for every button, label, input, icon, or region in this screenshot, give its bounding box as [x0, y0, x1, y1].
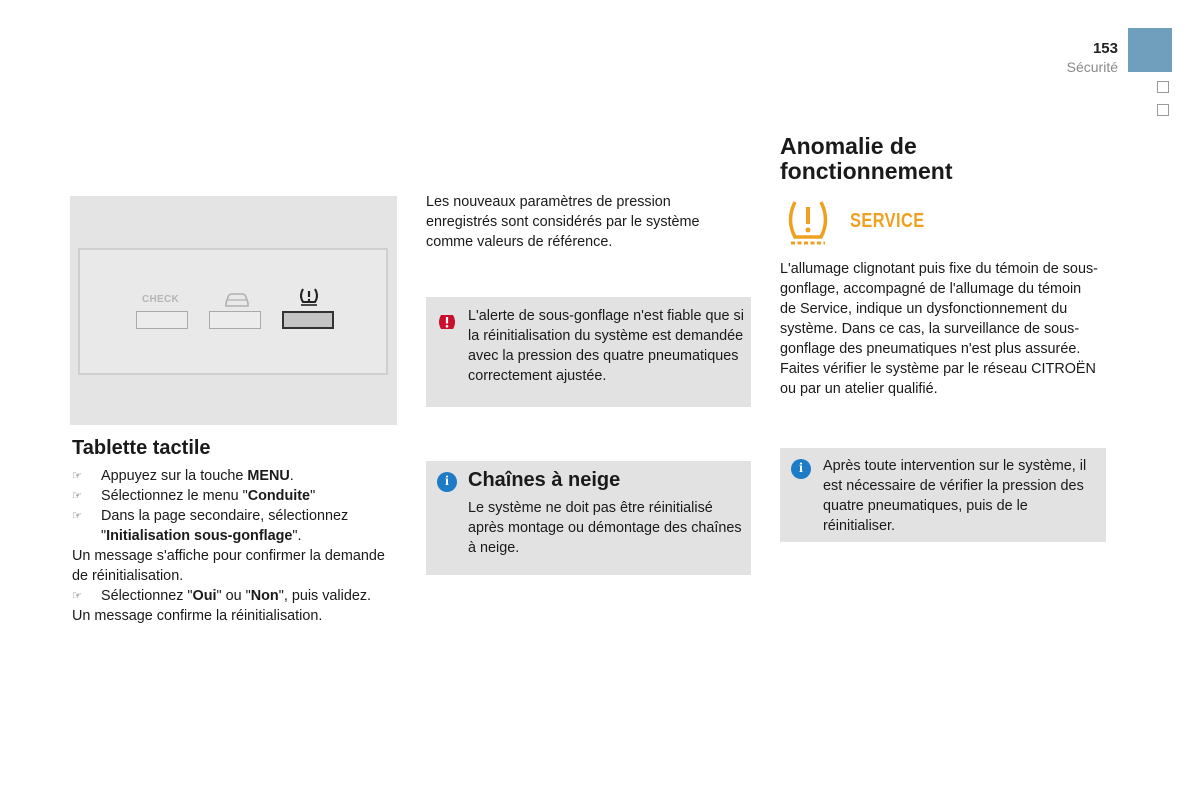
- tpms-warning-icon: [783, 198, 833, 246]
- bullet-icon: ☞: [72, 470, 82, 482]
- service-warning-label: SERVICE: [850, 210, 925, 232]
- tpms-icon: [297, 286, 321, 308]
- steps-list: [72, 466, 398, 546]
- info-icon: i: [437, 472, 457, 492]
- page-number: 153: [1092, 40, 1118, 57]
- nav-square: [1157, 81, 1169, 93]
- car-button[interactable]: [209, 311, 261, 329]
- bullet-icon: ☞: [72, 490, 82, 502]
- control-panel: [78, 248, 388, 375]
- warning-note: [426, 297, 751, 407]
- malfunction-text: L'allumage clignotant puis fixe du témoin de sous-gonflage, accompagné de l'allumage du témoin de Service, indique un dysfonctionnement du système. Dans ce cas, la surveillance de sous-gonflage des pneumatiques n'est plus assurée. Faites vérifier le système par le réseau CITROËN ou par un atelier qualifié.: [780, 261, 1098, 397]
- bullet-icon: ☞: [72, 510, 82, 522]
- info-text: Après toute intervention sur le système, il est nécessaire de vérifier la pression des quatre pneumatiques, puis de le réinitialiser.: [823, 458, 1087, 534]
- chains-text: Le système ne doit pas être réinitialisé après montage ou démontage des chaînes à neige.: [468, 500, 742, 556]
- list-item: ☞ Sélectionnez le menu "Conduite": [72, 488, 316, 504]
- info-note-chains: [426, 461, 751, 575]
- nav-square: [1157, 104, 1169, 116]
- section-heading-touchscreen: Tablette tactile: [72, 437, 211, 459]
- warning-text: L'alerte de sous-gonflage n'est fiable que si la réinitialisation du système est demandée avec la pression des quatre pneumatiques correctement ajustée.: [468, 308, 744, 384]
- touchscreen-illustration: [70, 196, 397, 425]
- result-message: Un message confirme la réinitialisation.: [72, 608, 323, 624]
- bullet-icon: ☞: [72, 590, 82, 602]
- instructions: [72, 466, 398, 626]
- confirm-message: Un message s'affiche pour confirmer la demande de réinitialisation.: [72, 548, 385, 584]
- list-item: ☞ Appuyez sur la touche MENU.: [72, 468, 294, 484]
- malfunction-heading: Anomalie de fonctionnement: [780, 133, 953, 184]
- check-button[interactable]: [136, 311, 188, 329]
- info-note-intervention: [780, 448, 1106, 542]
- steps-list: [72, 586, 398, 606]
- check-label: CHECK: [142, 294, 180, 305]
- list-item: ☞ Sélectionnez "Oui" ou "Non", puis validez.: [72, 588, 372, 604]
- tpms-button[interactable]: [282, 311, 334, 329]
- car-icon: [222, 290, 252, 310]
- info-icon: i: [791, 459, 811, 479]
- section-title: Sécurité: [1066, 59, 1118, 75]
- warning-icon: [436, 311, 458, 333]
- chains-title: Chaînes à neige: [468, 469, 621, 491]
- nav-square-active: [1157, 58, 1169, 70]
- intro-paragraph: Les nouveaux paramètres de pression enregistrés sont considérés par le système comme valeurs de référence.: [426, 194, 700, 250]
- list-item: ☞ Dans la page secondaire, sélectionnez "Initialisation sous-gonflage".: [72, 508, 349, 544]
